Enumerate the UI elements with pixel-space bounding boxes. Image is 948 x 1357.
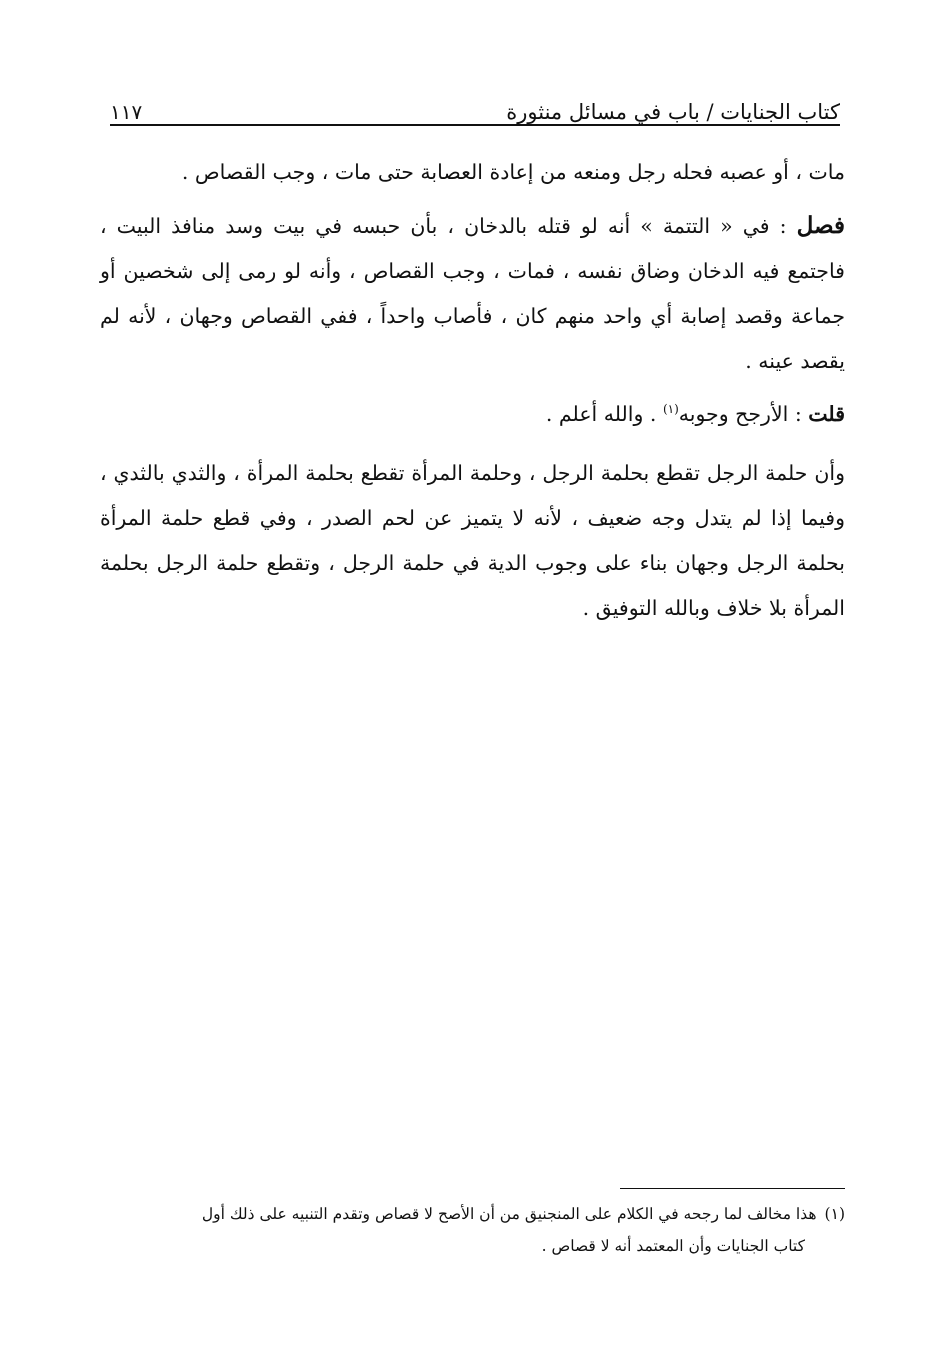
fasl-text: : في « التتمة » أنه لو قتله بالدخان ، بأن حبسه في بيت وسد منافذ البيت ، فاجتمع فيه الدخان وضاق نفسه ، فمات ، وجب القصاص ، وأنه لو رمى إلى شخصين أو جماعة وقصد إصابة أي واحد منهم كان ، فأصاب واحداً ، ففي القصاص وجهان ، لأنه لم يقصد عينه . [100, 214, 845, 373]
paragraph-fasl [100, 203, 845, 384]
footnote-reference[interactable]: (١) [662, 402, 679, 417]
footnote-text-1: هذا مخالف لما رجحه في الكلام على المنجنيق من أن الأصح لا قصاص وتقدم التنبيه على ذلك أول [201, 1205, 817, 1223]
footnote-line-2: كتاب الجنايات وأن المعتمد أنه لا قصاص . [541, 1237, 805, 1255]
page-number: ١١٧ [110, 100, 143, 124]
footnote-line-1 [100, 1198, 845, 1230]
page-header [110, 84, 840, 124]
footnote [100, 1198, 845, 1262]
fasl-label: فصل [796, 212, 845, 239]
qult-label: قلت [808, 402, 845, 426]
paragraph-qult [100, 392, 845, 437]
paragraph-4: وأن حلمة الرجل تقطع بحلمة الرجل ، وحلمة المرأة تقطع بحلمة المرأة ، والثدي بالثدي ، وفيما إذا لم يتدل وجه ضعيف ، لأنه لا يتميز عن لحم الصدر ، وفي قطع حلمة المرأة بحلمة الرجل وجهان بناء على وجوب الدية في حلمة الرجل ، وتقطع حلمة الرجل بحلمة المرأة بلا خلاف وبالله التوفيق . [100, 461, 845, 620]
footnote-marker: (١) [824, 1205, 845, 1223]
header-rule [110, 124, 840, 126]
footnote-rule [620, 1188, 845, 1189]
paragraph-1: مات ، أو عصبه فحله رجل ومنعه من إعادة العصابة حتى مات ، وجب القصاص . [181, 160, 845, 184]
main-text [100, 150, 845, 631]
qult-text-end: . والله أعلم . [545, 402, 663, 426]
running-title: كتاب الجنايات / باب في مسائل منثورة [506, 100, 840, 124]
qult-text: : الأرجح وجوبه [678, 402, 809, 426]
